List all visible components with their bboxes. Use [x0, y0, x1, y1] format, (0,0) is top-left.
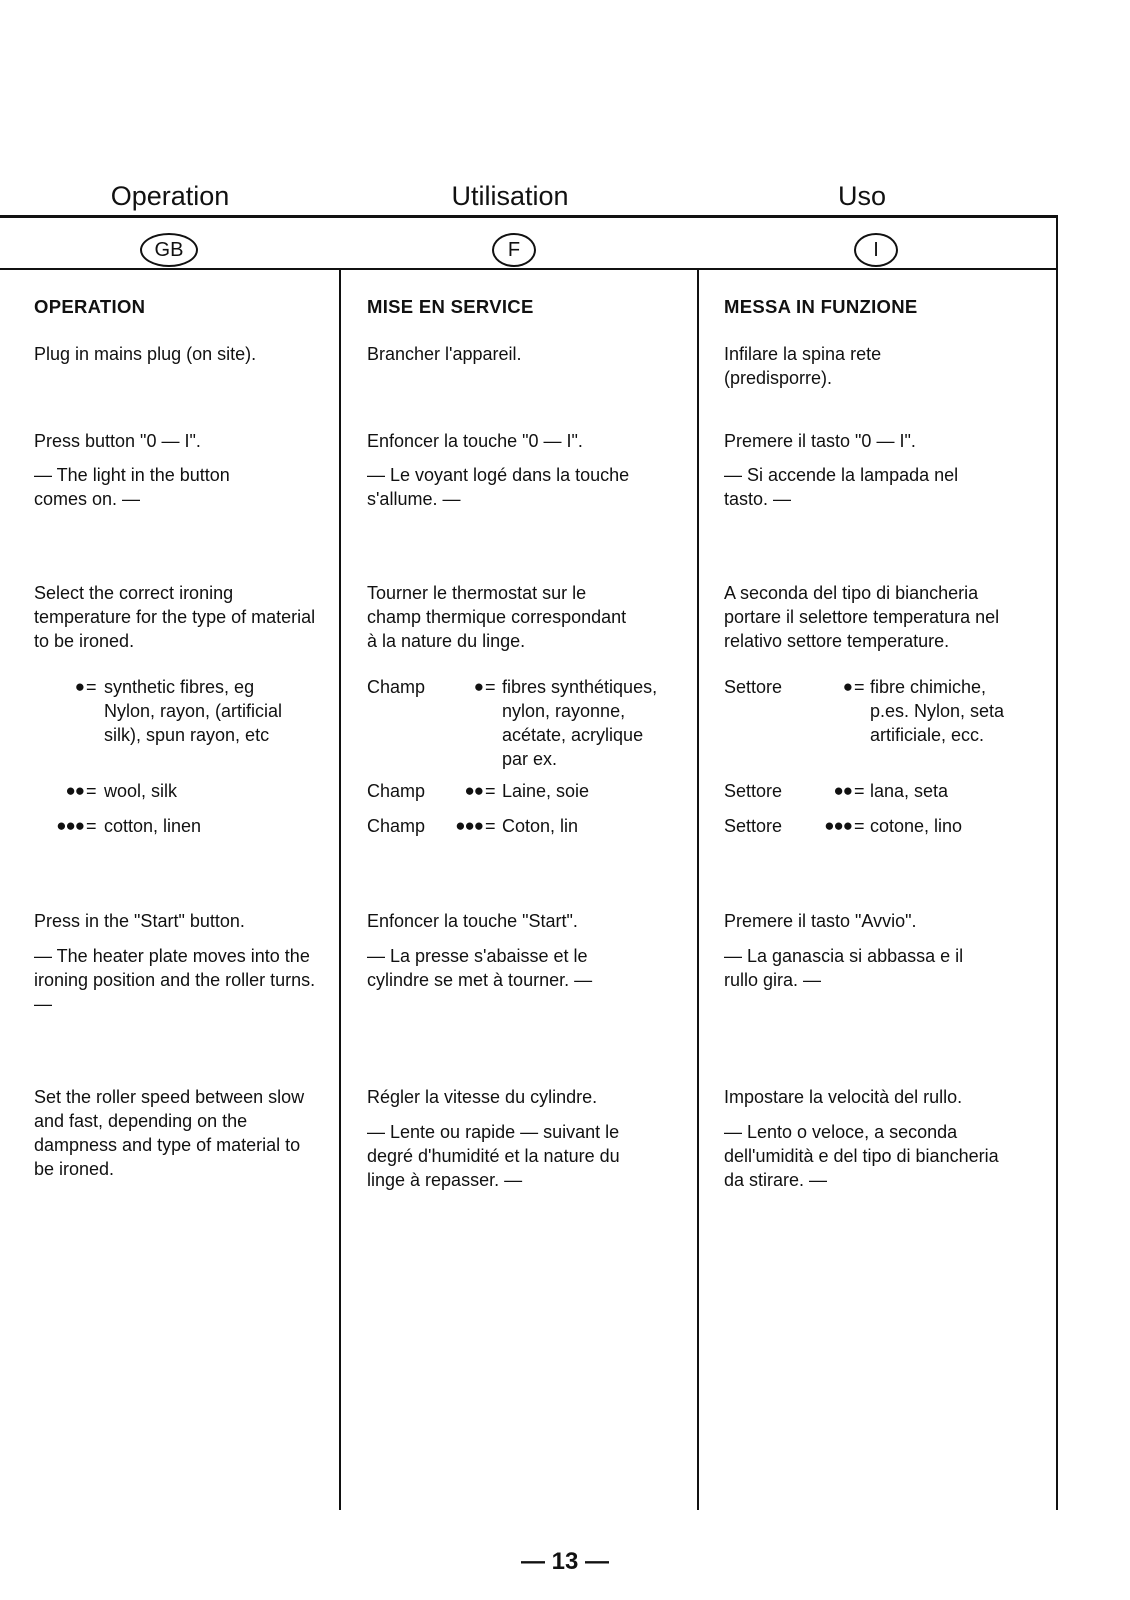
equals-sign: = [86, 677, 97, 697]
equals-sign: = [485, 816, 496, 836]
step-press-button: Premere il tasto "0 — I". [724, 431, 916, 451]
step-roller-speed-note: — Lento o veloce, a seconda dell'umidità e del tipo di biancheria da stirare. — [724, 1122, 999, 1190]
badge-row-rule [0, 268, 1058, 270]
equals-sign: = [854, 677, 865, 697]
equals-sign: = [86, 816, 97, 836]
section-title: MESSA IN FUNZIONE [724, 296, 918, 317]
step-press-start-note: — La ganascia si abbassa e il rullo gira. — [724, 946, 964, 990]
legend-label: Champ [367, 781, 426, 801]
equals-sign: = [854, 781, 865, 801]
legend-label: Settore [724, 816, 783, 836]
step-press-start: Press in the "Start" button. [34, 911, 245, 931]
legend-label: Champ [367, 816, 426, 836]
top-rule [0, 215, 1058, 218]
step-press-start: Premere il tasto "Avvio". [724, 911, 917, 931]
legend-desc: fibres synthétiques, nylon, rayonne, acétate, acrylique par ex. [502, 677, 658, 769]
dot-marker-icon: ●● [464, 781, 483, 800]
step-select-temperature: Tourner le thermostat sur le champ thermique correspondant à la nature du linge. [367, 583, 627, 651]
column-divider-2 [697, 268, 699, 1510]
step-plug-in: Plug in mains plug (on site). [34, 344, 257, 364]
step-press-button-note: — Si accende la lampada nel tasto. — [724, 465, 959, 509]
dot-marker-icon: ● [74, 677, 84, 696]
step-press-start-note: — The heater plate moves into the ironing position and the roller turns. — [34, 946, 316, 1014]
header-utilisation: Utilisation [451, 181, 569, 211]
step-press-button-note: — The light in the button comes on. — [34, 465, 230, 509]
step-plug-in: Brancher l'appareil. [367, 344, 522, 364]
page-number: — 13 — [520, 1548, 610, 1575]
step-press-start: Enfoncer la touche "Start". [367, 911, 578, 931]
legend-desc: Coton, lin [502, 816, 579, 836]
step-roller-speed-note: — Lente ou rapide — suivant le degré d'humidité et la nature du linge à repasser. — [367, 1122, 620, 1190]
legend-desc: cotone, lino [870, 816, 963, 836]
equals-sign: = [485, 781, 496, 801]
header-uso: Uso [837, 181, 886, 211]
step-press-button: Press button "0 — I". [34, 431, 201, 451]
equals-sign: = [485, 677, 496, 697]
column-divider-1 [339, 268, 341, 1510]
step-press-button-note: — Le voyant logé dans la touche s'allume. — [367, 465, 630, 509]
step-select-temperature: A seconda del tipo di biancheria portare il selettore temperatura nel relativo settore temperature. [724, 583, 1000, 651]
dot-marker-icon: ●●● [824, 816, 852, 835]
dot-marker-icon: ●●● [56, 816, 84, 835]
step-roller-speed: Set the roller speed between slow and fast, depending on the dampness and type of material to be ironed. [34, 1087, 305, 1179]
dot-marker-icon: ● [473, 677, 483, 696]
step-plug-in: Infilare la spina rete (predisporre). [724, 344, 882, 388]
step-press-button: Enfoncer la touche "0 — I". [367, 431, 583, 451]
section-title: OPERATION [34, 296, 146, 317]
step-roller-speed: Régler la vitesse du cylindre. [367, 1087, 598, 1107]
header-operation: Operation [110, 181, 230, 211]
step-roller-speed: Impostare la velocità del rullo. [724, 1087, 963, 1107]
dot-marker-icon: ●● [833, 781, 852, 800]
dot-marker-icon: ● [842, 677, 852, 696]
legend-desc: wool, silk [104, 781, 178, 801]
legend-label: Champ [367, 677, 426, 697]
dot-marker-icon: ●● [65, 781, 84, 800]
step-select-temperature: Select the correct ironing temperature for the type of material to be ironed. [34, 583, 316, 651]
legend-desc: cotton, linen [104, 816, 202, 836]
section-title: MISE EN SERVICE [367, 296, 534, 317]
step-press-start-note: — La presse s'abaisse et le cylindre se met à tourner. — [367, 946, 593, 990]
legend-label: Settore [724, 677, 783, 697]
dot-marker-icon: ●●● [455, 816, 483, 835]
right-border [1056, 215, 1058, 1510]
legend-desc: Laine, soie [502, 781, 590, 801]
equals-sign: = [854, 816, 865, 836]
legend-desc: lana, seta [870, 781, 949, 801]
legend-desc: fibre chimiche, p.es. Nylon, seta artificiale, ecc. [870, 677, 1005, 745]
legend-label: Settore [724, 781, 783, 801]
legend-desc: synthetic fibres, eg Nylon, rayon, (artificial silk), spun rayon, etc [104, 677, 283, 745]
badge-gb: GB [140, 233, 198, 267]
badge-i: I [854, 233, 898, 267]
equals-sign: = [86, 781, 97, 801]
badge-f: F [492, 233, 536, 267]
